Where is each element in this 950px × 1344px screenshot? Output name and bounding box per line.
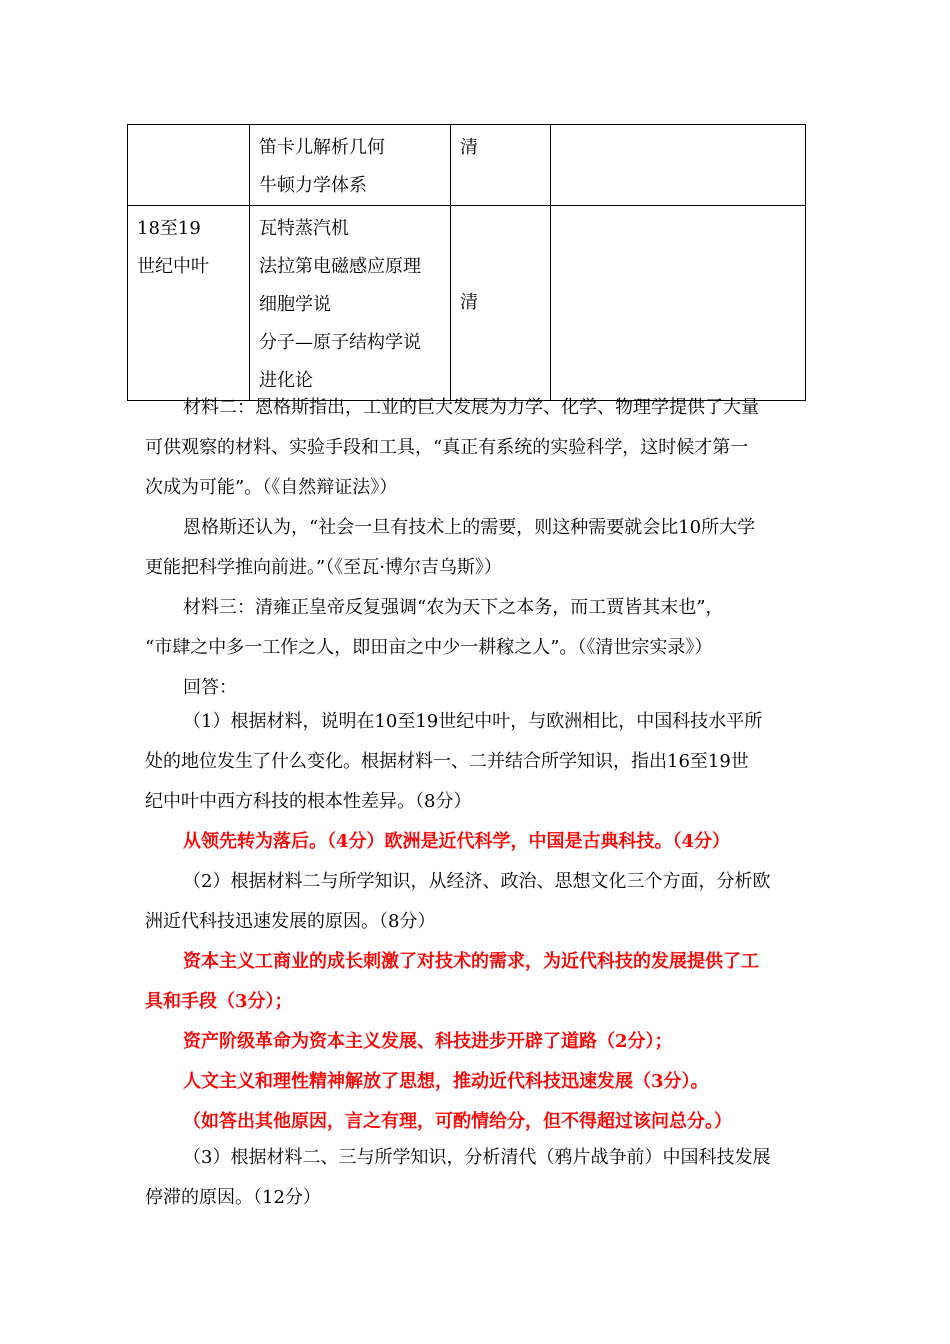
text-line: 次成为可能”。（《自然辩证法》） [145, 477, 398, 498]
period-cell [128, 125, 250, 206]
achievement-item: 法拉第电磁感应原理 [259, 256, 421, 277]
question-three [145, 1138, 810, 1218]
material-two [145, 388, 810, 588]
text-line: 更能把科学推向前进。”（《至瓦·博尔吉乌斯》） [145, 557, 502, 578]
answer-line: 从领先转为落后。（4分）欧洲是近代科学，中国是古典科技。（4分） [183, 831, 731, 852]
text-line: “市肆之中多一工作之人，即田亩之中少一耕稼之人”。（《清世宗实录》） [145, 637, 713, 658]
question-line: （3）根据材料二、三与所学知识，分析清代（鸦片战争前）中国科技发展 [183, 1147, 771, 1168]
period-cell [128, 206, 250, 401]
achievement-item: 笛卡儿解析几何 [259, 137, 385, 158]
table-row [128, 125, 806, 206]
question-one [145, 702, 810, 862]
empty-cell [551, 125, 806, 206]
question-line: 停滞的原因。（12分） [145, 1187, 321, 1208]
answer-line: 人文主义和理性精神解放了思想，推动近代科技迅速发展（3分）。 [183, 1071, 709, 1092]
answer-line: 资本主义工商业的成长刺激了对技术的需求，为近代科技的发展提供了工 [183, 951, 759, 972]
question-two [145, 862, 810, 1142]
text-line: 可供观察的材料、实验手段和工具，“真正有系统的实验科学，这时候才第一 [145, 437, 749, 458]
dynasty-cell [451, 125, 551, 206]
science-history-table [127, 124, 806, 401]
achievement-item: 牛顿力学体系 [259, 175, 367, 196]
achievement-item: 分子—原子结构学说 [259, 332, 421, 353]
achievement-item: 细胞学说 [259, 294, 331, 315]
achievements-cell [250, 125, 451, 206]
achievement-item: 瓦特蒸汽机 [259, 218, 349, 239]
answer-line: 资产阶级革命为资本主义发展、科技进步开辟了道路（2分）； [183, 1031, 673, 1052]
text-line: 恩格斯还认为，“社会一旦有技术上的需要，则这种需要就会比10所大学 [183, 517, 756, 538]
dynasty-label: 清 [460, 137, 478, 158]
achievement-item: 进化论 [259, 370, 313, 391]
text-line: 材料二：恩格斯指出，工业的巨大发展为力学、化学、物理学提供了大量 [183, 397, 759, 418]
empty-cell [551, 206, 806, 401]
question-line: 纪中叶中西方科技的根本性差异。（8分） [145, 791, 472, 812]
question-line: 洲近代科技迅速发展的原因。（8分） [145, 911, 436, 932]
answer-line: （如答出其他原因，言之有理，可酌情给分，但不得超过该问总分。） [183, 1111, 732, 1132]
period-line: 世纪中叶 [137, 256, 209, 277]
dynasty-cell [451, 206, 551, 401]
dynasty-label: 清 [460, 292, 478, 313]
question-line: 处的地位发生了什么变化。根据材料一、二并结合所学知识，指出16至19世 [145, 751, 749, 772]
question-line: （2）根据材料二与所学知识，从经济、政治、思想文化三个方面，分析欧 [183, 871, 771, 892]
answer-line: 具和手段（3分）； [145, 991, 293, 1012]
answer-label: 回答： [183, 677, 237, 698]
question-line: （1）根据材料，说明在10至19世纪中叶，与欧洲相比，中国科技水平所 [183, 711, 763, 732]
material-three [145, 588, 810, 708]
period-line: 18至19 [137, 218, 201, 239]
text-line: 材料三：清雍正皇帝反复强调“农为天下之本务，而工贾皆其末也”， [183, 597, 724, 618]
table-row [128, 206, 806, 401]
achievements-cell [250, 206, 451, 401]
